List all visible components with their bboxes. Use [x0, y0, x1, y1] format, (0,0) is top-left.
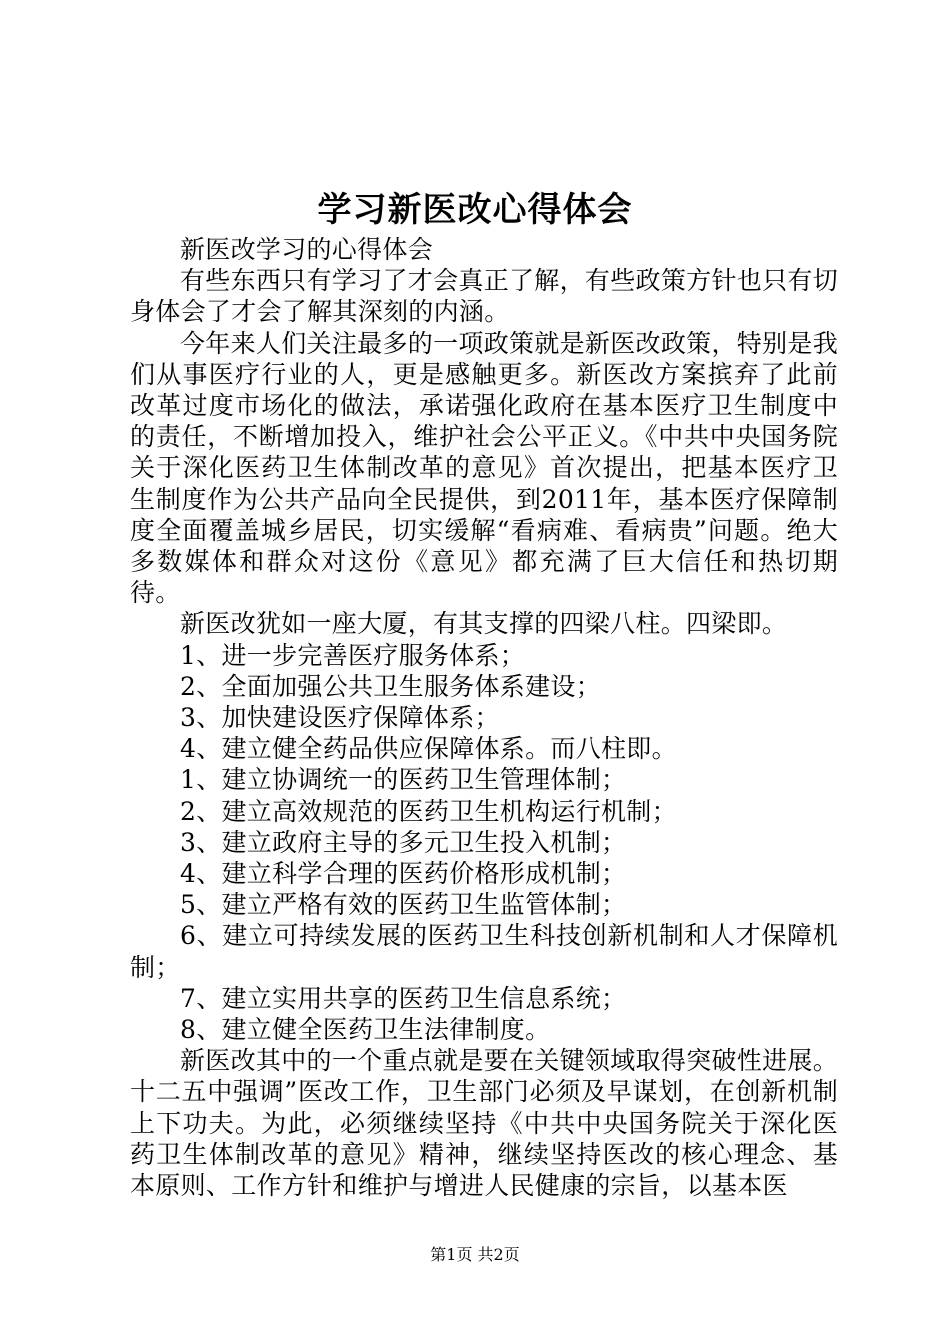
- list-item: 8、建立健全医药卫生法律制度。: [180, 1015, 551, 1045]
- paragraph-key-focus: 新医改其中的一个重点就是要在关键领域取得突破性进展。十二五中强调”医改工作，卫生部门必须及早谋划，在创新机制上下功夫。为此，必须继续坚持《中共中央国务院关于深化医药卫生体制改革的意见》精神，继续坚持医改的核心理念、基本原则、工作方针和维护与增进人民健康的宗旨，以基本医: [130, 1046, 838, 1201]
- list-item: 2、建立高效规范的医药卫生机构运行机制；: [180, 796, 677, 826]
- paragraph-intro: 有些东西只有学习了才会真正了解，有些政策方针也只有切身体会了才会了解其深刻的内涵。: [130, 266, 838, 327]
- document-body: [130, 234, 838, 1201]
- paragraph-subtitle: 新医改学习的心得体会: [180, 235, 434, 264]
- list-item: 4、建立科学合理的医药价格形成机制；: [180, 859, 627, 889]
- paragraph-policy: 今年来人们关注最多的一项政策就是新医改政策，特别是我们从事医疗行业的人，更是感触更多。新医改方案摈弃了此前改革过度市场化的做法，承诺强化政府在基本医疗卫生制度中的责任，不断增加投入，维护社会公平正义。《中共中央国务院关于深化医药卫生体制改革的意见》首次提出，把基本医疗卫生制度作为公共产品向全民提供，到2011年，基本医疗保障制度全面覆盖城乡居民，切实缓解“看病难、看病贵”问题。绝大多数媒体和群众对这份《意见》都充满了巨大信任和热切期待。: [130, 328, 838, 608]
- list-item: 4、建立健全药品供应保障体系。而八柱即。: [180, 734, 677, 764]
- list-item: 2、全面加强公共卫生服务体系建设；: [180, 671, 602, 701]
- list-item: 6、建立可持续发展的医药卫生科技创新机制和人才保障机制；: [130, 921, 838, 982]
- list-item: 1、进一步完善医疗服务体系；: [180, 640, 526, 670]
- list-item: 3、建立政府主导的多元卫生投入机制；: [180, 827, 627, 857]
- document-title: 学习新医改心得体会: [317, 190, 633, 230]
- list-item: 3、加快建设医疗保障体系；: [180, 703, 500, 733]
- list-item: 1、建立协调统一的医药卫生管理体制；: [180, 765, 627, 795]
- list-item: 7、建立实用共享的医药卫生信息系统；: [180, 983, 627, 1013]
- page-footer: 第1页 共2页: [430, 1245, 520, 1264]
- paragraph-four-beams: 新医改犹如一座大厦，有其支撑的四梁八柱。四梁即。: [180, 609, 788, 639]
- list-item: 5、建立严格有效的医药卫生监管体制；: [180, 890, 627, 920]
